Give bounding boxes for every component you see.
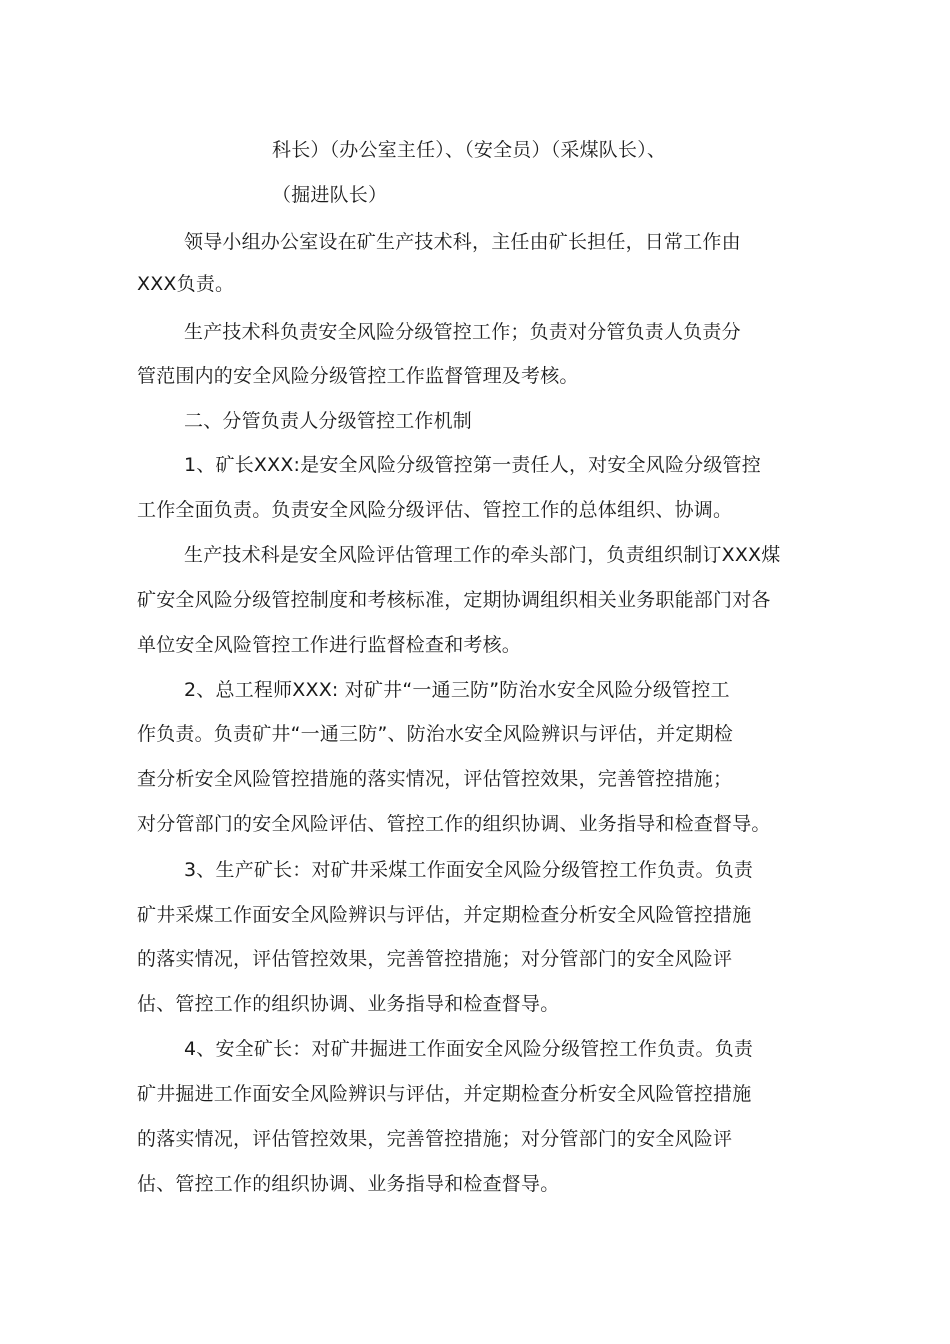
paragraph-line: 生产技术科是安全风险评估管理工作的牵头部门，负责组织制订XXX煤 xyxy=(184,544,781,566)
paragraph-line: XXX负责。 xyxy=(137,273,235,295)
paragraph-line: 管范围内的安全风险分级管控工作监督管理及考核。 xyxy=(137,365,579,387)
paragraph-line: 矿井掘进工作面安全风险辨识与评估，并定期检查分析安全风险管控措施 xyxy=(137,1083,752,1105)
paragraph-line: 1、矿长XXX:是安全风险分级管控第一责任人，对安全风险分级管控 xyxy=(184,454,761,476)
paragraph-line: 领导小组办公室设在矿生产技术科，主任由矿长担任，日常工作由 xyxy=(184,231,741,253)
paragraph-line: 作负责。负责矿井“一通三防”、防治水安全风险辨识与评估，并定期检 xyxy=(137,723,734,745)
text-line: 科长）（办公室主任）、（安全员）（采煤队长）、 xyxy=(272,139,667,161)
paragraph-line: 估、管控工作的组织协调、业务指导和检查督导。 xyxy=(137,993,560,1015)
paragraph-line: 3、生产矿长：对矿井采煤工作面安全风险分级管控工作负责。负责 xyxy=(184,859,754,881)
paragraph-line: 查分析安全风险管控措施的落实情况，评估管控效果，完善管控措施； xyxy=(137,768,733,790)
paragraph-line: 矿安全风险分级管控制度和考核标准，定期协调组织相关业务职能部门对各 xyxy=(137,589,771,611)
paragraph-line: 4、安全矿长：对矿井掘进工作面安全风险分级管控工作负责。负责 xyxy=(184,1038,754,1060)
paragraph-line: 估、管控工作的组织协调、业务指导和检查督导。 xyxy=(137,1173,560,1195)
text-line: （掘进队长） xyxy=(272,184,388,206)
paragraph-line: 工作全面负责。负责安全风险分级评估、管控工作的总体组织、协调。 xyxy=(137,499,733,521)
section-heading: 二、分管负责人分级管控工作机制 xyxy=(184,410,473,432)
paragraph-line: 的落实情况，评估管控效果，完善管控措施；对分管部门的安全风险评 xyxy=(137,948,733,970)
paragraph-line: 单位安全风险管控工作进行监督检查和考核。 xyxy=(137,634,522,656)
paragraph-line: 的落实情况，评估管控效果，完善管控措施；对分管部门的安全风险评 xyxy=(137,1128,733,1150)
paragraph-line: 2、总工程师XXX: 对矿井“一通三防”防治水安全风险分级管控工 xyxy=(184,679,730,701)
paragraph-line: 对分管部门的安全风险评估、管控工作的组织协调、业务指导和检查督导。 xyxy=(137,813,771,835)
paragraph-line: 矿井采煤工作面安全风险辨识与评估，并定期检查分析安全风险管控措施 xyxy=(137,904,752,926)
paragraph-line: 生产技术科负责安全风险分级管控工作；负责对分管负责人负责分 xyxy=(184,321,741,343)
